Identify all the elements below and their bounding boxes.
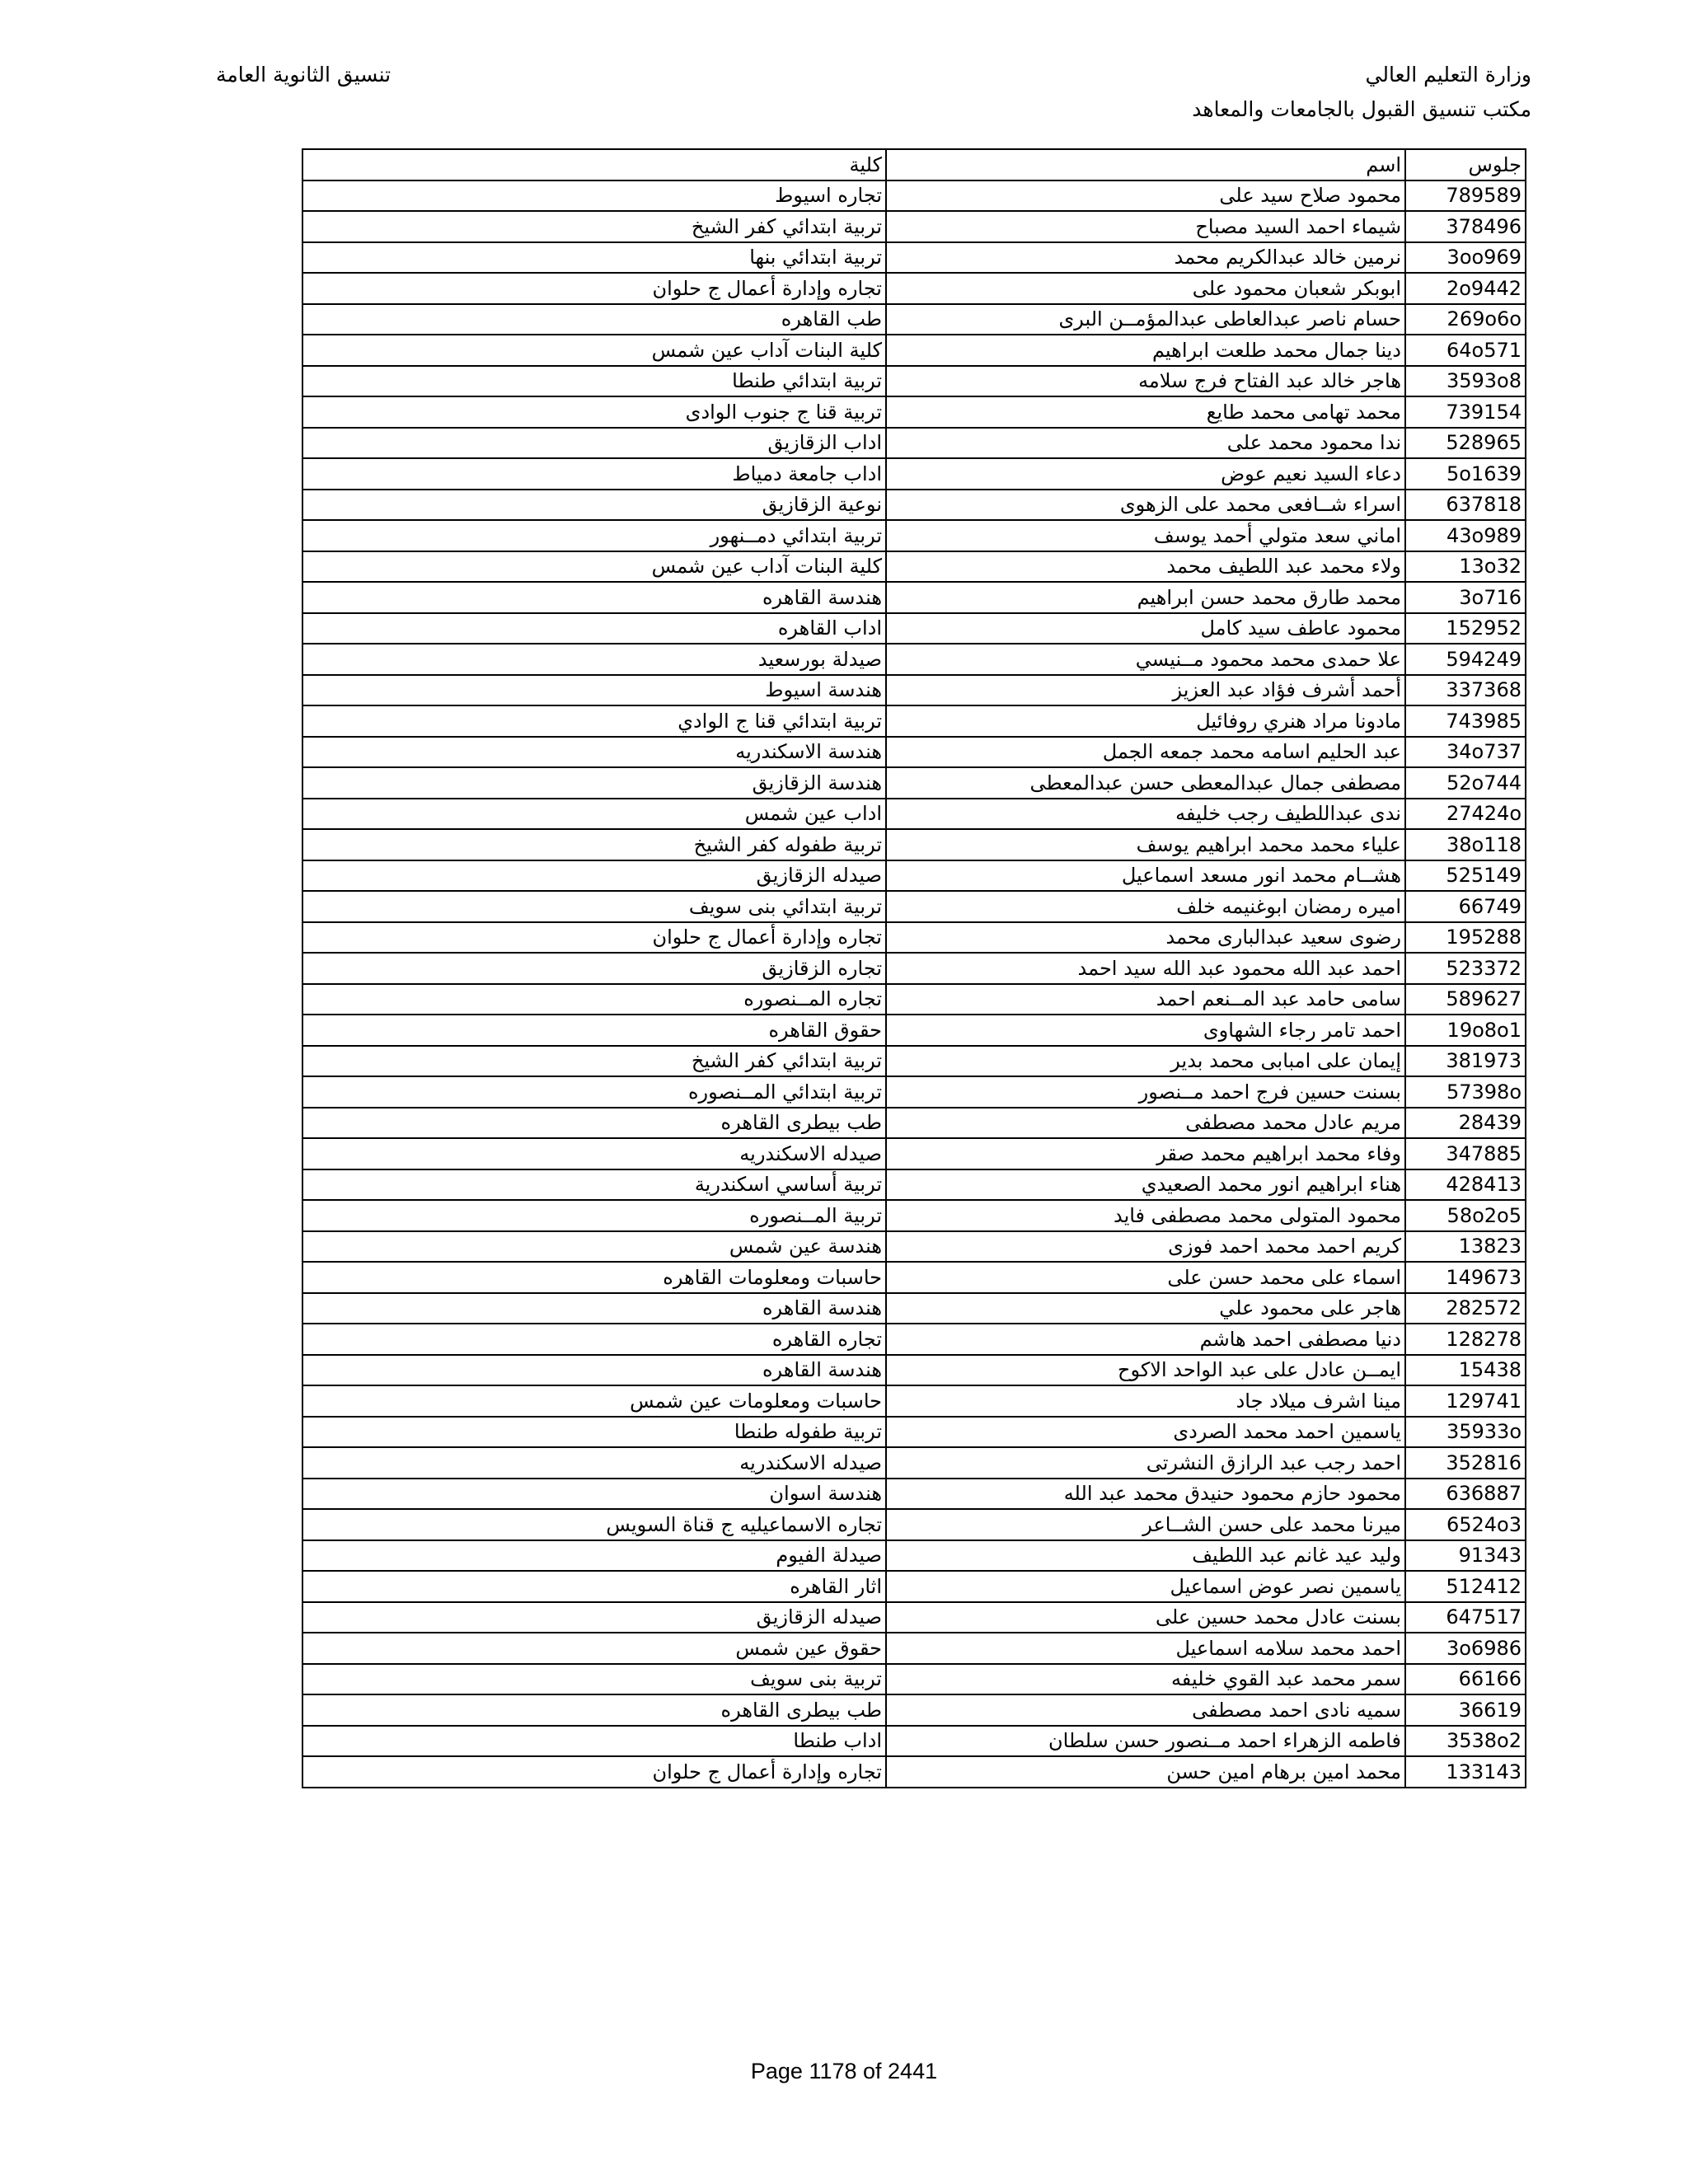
student-name-cell: محمود المتولى محمد مصطفى فايد <box>886 1200 1405 1231</box>
table-row <box>302 1015 1526 1046</box>
faculty-cell: تربية ابتدائي بنها <box>302 242 886 274</box>
student-name-cell: بسنت حسين فرج احمد مــنصور <box>886 1076 1405 1108</box>
faculty-cell: طب بيطرى القاهره <box>302 1694 886 1726</box>
student-name-cell: ندى عبداللطيف رجب خليفه <box>886 799 1405 830</box>
student-name-cell: هشــام محمد انور مسعد اسماعيل <box>886 860 1405 892</box>
student-name-cell: حسام ناصر عبدالعاطى عبدالمؤمــن البرى <box>886 304 1405 335</box>
seat-number-cell: 789589 <box>1405 180 1526 212</box>
table-row <box>302 211 1526 242</box>
seat-number-cell: 636887 <box>1405 1479 1526 1510</box>
seat-number-cell: 91343 <box>1405 1540 1526 1572</box>
student-name-cell: هناء ابراهيم انور محمد الصعيدي <box>886 1169 1405 1201</box>
table-row <box>302 180 1526 212</box>
table-row <box>302 675 1526 706</box>
faculty-cell: تربية ابتدائي المــنصوره <box>302 1076 886 1108</box>
faculty-cell: حقوق عين شمس <box>302 1633 886 1664</box>
table-row <box>302 1633 1526 1664</box>
faculty-cell: هندسة الزقازيق <box>302 767 886 799</box>
table-row <box>302 1108 1526 1139</box>
faculty-cell: تربية ابتدائي قنا ج الوادي <box>302 705 886 737</box>
seat-number-cell: 3oo969 <box>1405 242 1526 274</box>
student-name-cell: علا حمدى محمد محمود مــنيسي <box>886 644 1405 675</box>
seat-number-cell: 3o716 <box>1405 582 1526 613</box>
student-name-cell: نرمين خالد عبدالكريم محمد <box>886 242 1405 274</box>
table-row <box>302 860 1526 892</box>
table-row <box>302 1200 1526 1231</box>
student-name-cell: وفاء محمد ابراهيم محمد صقر <box>886 1138 1405 1169</box>
student-name-cell: دينا جمال محمد طلعت ابراهيم <box>886 335 1405 366</box>
seat-number-cell: 647517 <box>1405 1602 1526 1633</box>
table-row <box>302 1694 1526 1726</box>
table-row <box>302 1540 1526 1572</box>
student-name-cell: ياسمين نصر عوض اسماعيل <box>886 1571 1405 1602</box>
faculty-cell: تربية ابتدائي كفر الشيخ <box>302 211 886 242</box>
student-name-cell: مادونا مراد هنري روفائيل <box>886 705 1405 737</box>
office-title: مكتب تنسيق القبول بالجامعات والمعاهد <box>1192 97 1531 121</box>
faculty-cell: تربية ابتدائي طنطا <box>302 366 886 397</box>
seat-number-cell: 15438 <box>1405 1355 1526 1386</box>
table-row <box>302 396 1526 428</box>
table-row <box>302 891 1526 922</box>
seat-number-cell: 57398o <box>1405 1076 1526 1108</box>
table-row <box>302 366 1526 397</box>
faculty-cell: حقوق القاهره <box>302 1015 886 1046</box>
table-row <box>302 644 1526 675</box>
student-name-cell: فاطمه الزهراء احمد مــنصور حسن سلطان <box>886 1726 1405 1757</box>
seat-number-cell: 525149 <box>1405 860 1526 892</box>
table-row <box>302 1479 1526 1510</box>
admissions-table <box>302 148 1526 1788</box>
table-row <box>302 1602 1526 1633</box>
seat-number-cell: 528965 <box>1405 428 1526 459</box>
student-name-cell: ابوبكر شعبان محمود على <box>886 273 1405 304</box>
faculty-cell: تربية ابتدائي دمــنهور <box>302 520 886 551</box>
faculty-cell: تربية طفوله طنطا <box>302 1417 886 1448</box>
student-name-cell: شيماء احمد السيد مصباح <box>886 211 1405 242</box>
faculty-cell: اثار القاهره <box>302 1571 886 1602</box>
student-name-cell: هاجر على محمود علي <box>886 1293 1405 1324</box>
student-name-cell: علياء محمد محمد ابراهيم يوسف <box>886 829 1405 860</box>
seat-number-cell: 133143 <box>1405 1756 1526 1788</box>
seat-number-cell: 512412 <box>1405 1571 1526 1602</box>
coordination-title: تنسيق الثانوية العامة <box>216 63 392 87</box>
column-header-seat: جلوس <box>1405 149 1526 180</box>
faculty-cell: هندسة القاهره <box>302 1293 886 1324</box>
faculty-cell: كلية البنات آداب عين شمس <box>302 551 886 583</box>
seat-number-cell: 594249 <box>1405 644 1526 675</box>
student-name-cell: ميرنا محمد على حسن الشــاعر <box>886 1509 1405 1540</box>
table-row <box>302 582 1526 613</box>
seat-number-cell: 739154 <box>1405 396 1526 428</box>
faculty-cell: تربية أساسي اسكندرية <box>302 1169 886 1201</box>
student-name-cell: مصطفى جمال عبدالمعطى حسن عبدالمعطى <box>886 767 1405 799</box>
table-row <box>302 1169 1526 1201</box>
student-name-cell: محمود عاطف سيد كامل <box>886 613 1405 644</box>
student-name-cell: اماني سعد متولي أحمد يوسف <box>886 520 1405 551</box>
seat-number-cell: 128278 <box>1405 1324 1526 1355</box>
table-row <box>302 304 1526 335</box>
faculty-cell: صيدله الزقازيق <box>302 1602 886 1633</box>
seat-number-cell: 152952 <box>1405 613 1526 644</box>
table-row <box>302 767 1526 799</box>
table-row <box>302 1447 1526 1479</box>
student-name-cell: سامى حامد عبد المــنعم احمد <box>886 984 1405 1015</box>
faculty-cell: تربية طفوله كفر الشيخ <box>302 829 886 860</box>
table-row <box>302 273 1526 304</box>
student-name-cell: احمد رجب عبد الرازق النشرتى <box>886 1447 1405 1479</box>
table-row <box>302 1571 1526 1602</box>
table-row <box>302 1726 1526 1757</box>
student-name-cell: سميه نادى احمد مصطفى <box>886 1694 1405 1726</box>
seat-number-cell: 66166 <box>1405 1664 1526 1695</box>
table-row <box>302 1293 1526 1324</box>
table-row <box>302 953 1526 984</box>
table-row <box>302 1756 1526 1788</box>
seat-number-cell: 38o118 <box>1405 829 1526 860</box>
table-row <box>302 1262 1526 1293</box>
faculty-cell: صيدله الزقازيق <box>302 860 886 892</box>
table-row <box>302 922 1526 954</box>
faculty-cell: هندسة اسوان <box>302 1479 886 1510</box>
student-name-cell: ياسمين احمد محمد الصردى <box>886 1417 1405 1448</box>
faculty-cell: هندسة عين شمس <box>302 1231 886 1263</box>
seat-number-cell: 5o1639 <box>1405 458 1526 490</box>
seat-number-cell: 149673 <box>1405 1262 1526 1293</box>
faculty-cell: صيدلة الفيوم <box>302 1540 886 1572</box>
student-name-cell: مينا اشرف ميلاد جاد <box>886 1385 1405 1417</box>
student-name-cell: اسماء على محمد حسن على <box>886 1262 1405 1293</box>
faculty-cell: تربية قنا ج جنوب الوادى <box>302 396 886 428</box>
table-row <box>302 613 1526 644</box>
faculty-cell: تربية بنى سويف <box>302 1664 886 1695</box>
seat-number-cell: 523372 <box>1405 953 1526 984</box>
student-name-cell: ندا محمود محمد على <box>886 428 1405 459</box>
student-name-cell: دعاء السيد نعيم عوض <box>886 458 1405 490</box>
seat-number-cell: 637818 <box>1405 490 1526 521</box>
faculty-cell: اداب عين شمس <box>302 799 886 830</box>
column-header-name: اسم <box>886 149 1405 180</box>
student-name-cell: اسراء شــافعى محمد على الزهوى <box>886 490 1405 521</box>
seat-number-cell: 378496 <box>1405 211 1526 242</box>
faculty-cell: تجاره الزقازيق <box>302 953 886 984</box>
student-name-cell: احمد تامر رجاء الشهاوى <box>886 1015 1405 1046</box>
column-header-faculty: كلية <box>302 149 886 180</box>
table-row <box>302 335 1526 366</box>
table-header-row <box>302 149 1526 180</box>
student-name-cell: دنيا مصطفى احمد هاشم <box>886 1324 1405 1355</box>
student-name-cell: بسنت عادل محمد حسين على <box>886 1602 1405 1633</box>
faculty-cell: تجاره الاسماعيليه ج قناة السويس <box>302 1509 886 1540</box>
student-name-cell: هاجر خالد عبد الفتاح فرج سلامه <box>886 366 1405 397</box>
student-name-cell: رضوى سعيد عبدالبارى محمد <box>886 922 1405 954</box>
seat-number-cell: 589627 <box>1405 984 1526 1015</box>
seat-number-cell: 282572 <box>1405 1293 1526 1324</box>
faculty-cell: كلية البنات آداب عين شمس <box>302 335 886 366</box>
table-row <box>302 458 1526 490</box>
seat-number-cell: 28439 <box>1405 1108 1526 1139</box>
student-name-cell: محمود حازم محمود حنيدق محمد عبد الله <box>886 1479 1405 1510</box>
student-name-cell: احمد عبد الله محمود عبد الله سيد احمد <box>886 953 1405 984</box>
table-row <box>302 1046 1526 1077</box>
student-name-cell: مريم عادل محمد مصطفى <box>886 1108 1405 1139</box>
table-row <box>302 1417 1526 1448</box>
student-name-cell: سمر محمد عبد القوي خليفه <box>886 1664 1405 1695</box>
faculty-cell: تجاره المــنصوره <box>302 984 886 1015</box>
seat-number-cell: 19o8o1 <box>1405 1015 1526 1046</box>
faculty-cell: تربية المــنصوره <box>302 1200 886 1231</box>
seat-number-cell: 27424o <box>1405 799 1526 830</box>
seat-number-cell: 3593o8 <box>1405 366 1526 397</box>
table-row <box>302 490 1526 521</box>
seat-number-cell: 64o571 <box>1405 335 1526 366</box>
seat-number-cell: 269o6o <box>1405 304 1526 335</box>
ministry-title: وزارة التعليم العالي <box>1365 63 1531 87</box>
student-name-cell: أحمد أشرف فؤاد عبد العزيز <box>886 675 1405 706</box>
seat-number-cell: 36619 <box>1405 1694 1526 1726</box>
faculty-cell: هندسة الاسكندريه <box>302 737 886 768</box>
seat-number-cell: 66749 <box>1405 891 1526 922</box>
table-row <box>302 1355 1526 1386</box>
student-name-cell: كريم احمد محمد احمد فوزى <box>886 1231 1405 1263</box>
faculty-cell: تربية ابتدائي كفر الشيخ <box>302 1046 886 1077</box>
table-row <box>302 705 1526 737</box>
student-name-cell: اميره رمضان ابوغنيمه خلف <box>886 891 1405 922</box>
seat-number-cell: 3538o2 <box>1405 1726 1526 1757</box>
faculty-cell: نوعية الزقازيق <box>302 490 886 521</box>
seat-number-cell: 34o737 <box>1405 737 1526 768</box>
faculty-cell: تجاره اسيوط <box>302 180 886 212</box>
seat-number-cell: 43o989 <box>1405 520 1526 551</box>
faculty-cell: اداب طنطا <box>302 1726 886 1757</box>
faculty-cell: حاسبات ومعلومات عين شمس <box>302 1385 886 1417</box>
table-row <box>302 799 1526 830</box>
student-name-cell: محمد تهامى محمد طايع <box>886 396 1405 428</box>
table-row <box>302 1324 1526 1355</box>
seat-number-cell: 35933o <box>1405 1417 1526 1448</box>
faculty-cell: هندسة القاهره <box>302 1355 886 1386</box>
faculty-cell: اداب الزقازيق <box>302 428 886 459</box>
seat-number-cell: 195288 <box>1405 922 1526 954</box>
seat-number-cell: 58o2o5 <box>1405 1200 1526 1231</box>
student-name-cell: محمد امين برهام امين حسن <box>886 1756 1405 1788</box>
table-row <box>302 1664 1526 1695</box>
table-row <box>302 242 1526 274</box>
faculty-cell: هندسة القاهره <box>302 582 886 613</box>
faculty-cell: تجاره وإدارة أعمال ج حلوان <box>302 922 886 954</box>
student-name-cell: ولاء محمد عبد اللطيف محمد <box>886 551 1405 583</box>
seat-number-cell: 13823 <box>1405 1231 1526 1263</box>
faculty-cell: طب القاهره <box>302 304 886 335</box>
student-name-cell: إيمان على امبابى محمد بدير <box>886 1046 1405 1077</box>
seat-number-cell: 428413 <box>1405 1169 1526 1201</box>
student-name-cell: ايمــن عادل على عبد الواحد الاكوح <box>886 1355 1405 1386</box>
faculty-cell: اداب القاهره <box>302 613 886 644</box>
faculty-cell: تجاره وإدارة أعمال ج حلوان <box>302 1756 886 1788</box>
seat-number-cell: 129741 <box>1405 1385 1526 1417</box>
table-body <box>302 180 1526 1788</box>
table-row <box>302 1076 1526 1108</box>
table-row <box>302 520 1526 551</box>
seat-number-cell: 337368 <box>1405 675 1526 706</box>
table-row <box>302 737 1526 768</box>
seat-number-cell: 6524o3 <box>1405 1509 1526 1540</box>
table-row <box>302 829 1526 860</box>
table-row <box>302 984 1526 1015</box>
student-name-cell: وليد عيد غانم عبد اللطيف <box>886 1540 1405 1572</box>
faculty-cell: اداب جامعة دمياط <box>302 458 886 490</box>
faculty-cell: حاسبات ومعلومات القاهره <box>302 1262 886 1293</box>
seat-number-cell: 347885 <box>1405 1138 1526 1169</box>
seat-number-cell: 13o32 <box>1405 551 1526 583</box>
faculty-cell: تجاره وإدارة أعمال ج حلوان <box>302 273 886 304</box>
table-row <box>302 1385 1526 1417</box>
student-name-cell: احمد محمد سلامه اسماعيل <box>886 1633 1405 1664</box>
seat-number-cell: 52o744 <box>1405 767 1526 799</box>
table-row <box>302 551 1526 583</box>
seat-number-cell: 3o6986 <box>1405 1633 1526 1664</box>
faculty-cell: صيدله الاسكندريه <box>302 1447 886 1479</box>
table-row <box>302 1509 1526 1540</box>
faculty-cell: طب بيطرى القاهره <box>302 1108 886 1139</box>
seat-number-cell: 2o9442 <box>1405 273 1526 304</box>
table-row <box>302 428 1526 459</box>
seat-number-cell: 352816 <box>1405 1447 1526 1479</box>
student-name-cell: محمد طارق محمد حسن ابراهيم <box>886 582 1405 613</box>
student-name-cell: محمود صلاح سيد على <box>886 180 1405 212</box>
table-row <box>302 1138 1526 1169</box>
faculty-cell: تربية ابتدائي بنى سويف <box>302 891 886 922</box>
table-row <box>302 1231 1526 1263</box>
student-name-cell: عبد الحليم اسامه محمد جمعه الجمل <box>886 737 1405 768</box>
faculty-cell: هندسة اسيوط <box>302 675 886 706</box>
seat-number-cell: 381973 <box>1405 1046 1526 1077</box>
faculty-cell: صيدله الاسكندريه <box>302 1138 886 1169</box>
faculty-cell: تجاره القاهره <box>302 1324 886 1355</box>
page-number: Page 1178 of 2441 <box>750 2059 938 2083</box>
seat-number-cell: 743985 <box>1405 705 1526 737</box>
faculty-cell: صيدلة بورسعيد <box>302 644 886 675</box>
